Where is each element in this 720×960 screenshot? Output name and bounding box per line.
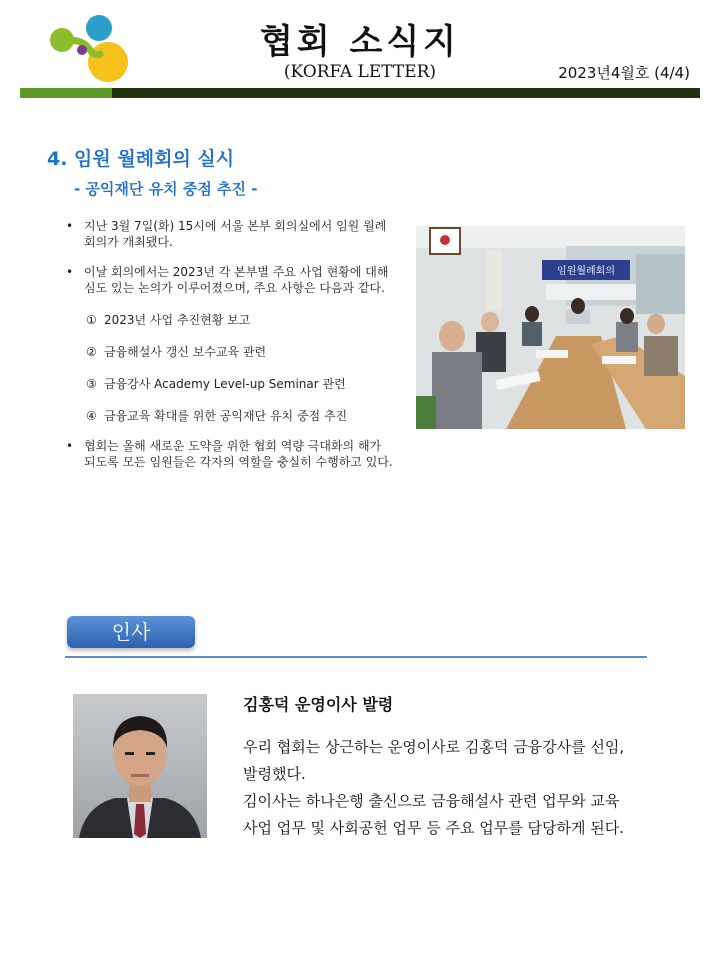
section-bullets [64, 218, 394, 484]
header-bar-dark [112, 88, 700, 98]
appointment-line: 사업 업무 및 사회공헌 업무 등 주요 업무를 담당하게 된다. [243, 819, 624, 837]
agenda-text: 금융해설사 갱신 보수교육 관련 [104, 345, 267, 359]
insa-section-button: 인사 [67, 616, 195, 648]
bullet-item: • 협회는 올해 새로운 도약을 위한 협회 역량 극대화의 해가 되도록 모든 임원들은 각자의 역할을 충실히 수행하고 있다. [64, 438, 394, 470]
bullet-item: • 지난 3월 7일(화) 15시에 서울 본부 회의실에서 임원 월례회의가 개최됐다. [64, 218, 394, 250]
newsletter-title: 협회 소식지 [259, 22, 461, 62]
agenda-number: ① [86, 313, 97, 327]
agenda-item [64, 376, 394, 392]
appointment-line: 우리 협회는 상근하는 운영이사로 김홍덕 금융강사를 선임, [243, 738, 625, 756]
bullet-item: • 이날 회의에서는 2023년 각 본부별 주요 사업 현황에 대해 심도 있는 논의가 이루어졌으며, 주요 사항은 다음과 같다. [64, 264, 394, 296]
photo-banner-text: 임원월례회의 [557, 266, 615, 277]
portrait-photo [73, 694, 207, 838]
appointment-line: 발령했다. [243, 765, 306, 783]
agenda-item [64, 312, 394, 328]
appointment-title: 김홍덕 운영이사 발령 [243, 695, 394, 714]
newsletter-subtitle: (KORFA LETTER) [283, 62, 437, 82]
section-title: 4. 임원 월례회의 실시 [47, 148, 235, 170]
agenda-text: 금융강사 Academy Level-up Seminar 관련 [104, 377, 346, 391]
agenda-number: ② [86, 345, 97, 359]
section-subtitle: - 공익재단 유치 중점 추진 - [74, 180, 258, 198]
agenda-text: 2023년 사업 추진현황 보고 [104, 313, 251, 327]
agenda-item [64, 408, 394, 424]
appointment-line: 김이사는 하나은행 출신으로 금융해설사 관련 업무와 교육 [243, 792, 620, 810]
appointment-body [243, 734, 663, 842]
meeting-photo [416, 226, 685, 429]
agenda-text: 금융교육 확대를 위한 공익재단 유치 중점 추진 [104, 409, 348, 423]
agenda-number: ④ [86, 409, 97, 423]
agenda-item [64, 344, 394, 360]
agenda-number: ③ [86, 377, 97, 391]
header-bar-green [20, 88, 112, 98]
issue-number: 2023년4월호 (4/4) [558, 64, 690, 82]
section-divider [65, 656, 647, 658]
